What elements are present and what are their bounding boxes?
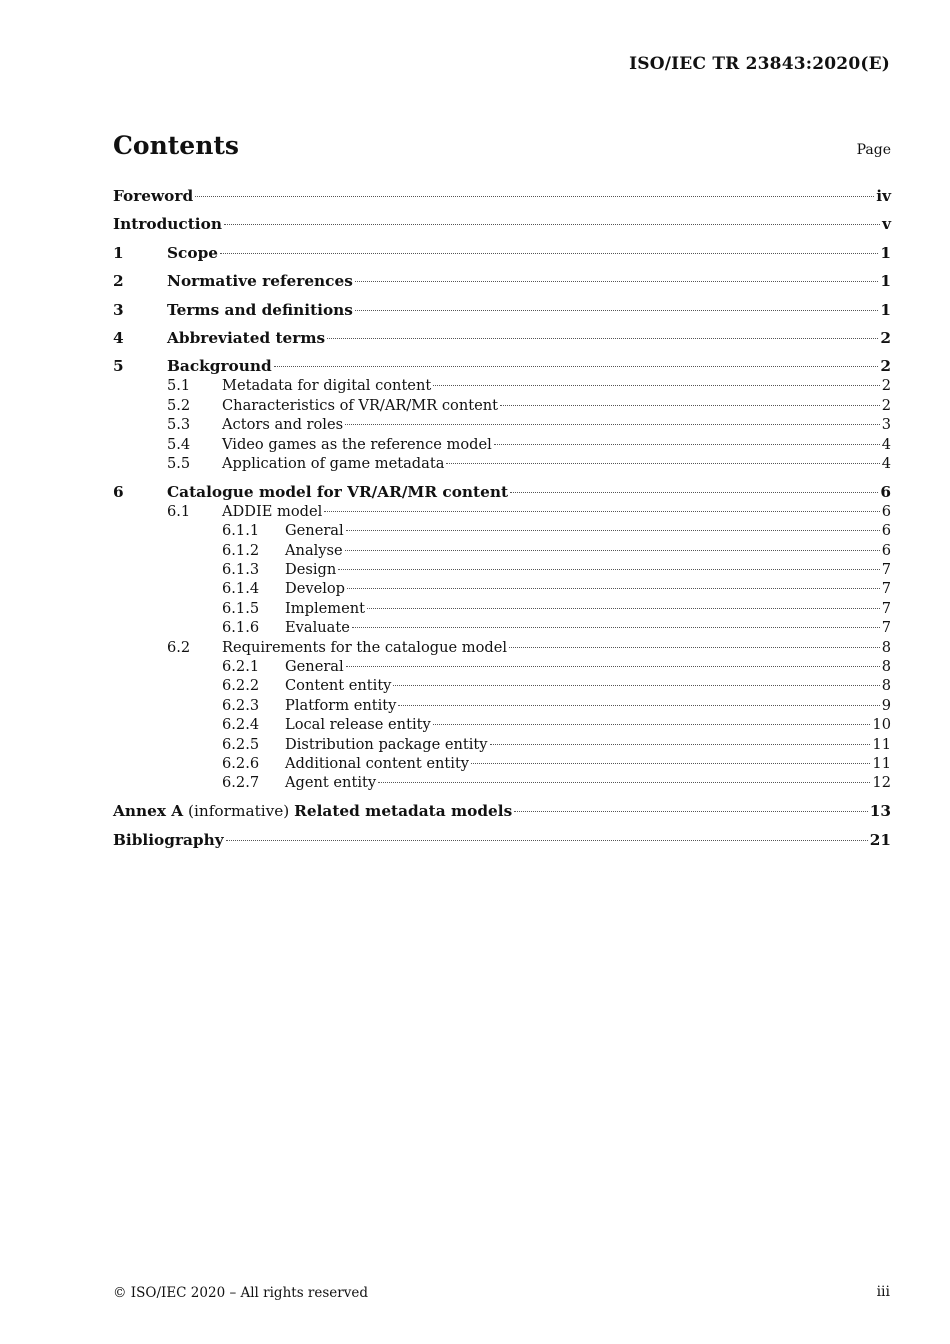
toc-entry-title: Foreword bbox=[113, 187, 194, 205]
dot-leader bbox=[510, 492, 878, 493]
toc-entry-number: 5.4 bbox=[167, 435, 191, 453]
dot-leader bbox=[345, 424, 880, 425]
toc-entry-number: 6.1.5 bbox=[222, 599, 260, 617]
toc-entry-bibliography[interactable] bbox=[113, 830, 891, 850]
dot-leader bbox=[446, 463, 879, 464]
toc-entry-title: Requirements for the catalogue model bbox=[222, 638, 508, 656]
toc-entry-5-4[interactable] bbox=[113, 435, 891, 454]
toc-entry-number: 5.2 bbox=[167, 396, 191, 414]
toc-entry-catalogue-model[interactable] bbox=[113, 482, 891, 502]
toc-entry-page: 12 bbox=[872, 774, 891, 792]
toc-entry-6-2-4[interactable] bbox=[113, 715, 891, 734]
toc-entry-page: 10 bbox=[872, 716, 891, 734]
toc-entry-title: General bbox=[285, 658, 344, 676]
toc-entry-page: 7 bbox=[881, 560, 891, 578]
toc-entry-annex-a[interactable] bbox=[113, 801, 891, 821]
toc-entry-number: 3 bbox=[113, 300, 124, 319]
toc-entry-number: 6 bbox=[113, 482, 124, 501]
toc-entry-foreword[interactable] bbox=[113, 186, 891, 206]
toc-entry-6-2-5[interactable] bbox=[113, 735, 891, 754]
dot-leader bbox=[345, 550, 880, 551]
toc-entry-number: 5.1 bbox=[167, 377, 191, 395]
toc-entry-page: 3 bbox=[881, 416, 891, 434]
footer-page-number: iii bbox=[876, 1284, 890, 1300]
dot-leader bbox=[352, 627, 880, 628]
toc-entry-number: 6.2.4 bbox=[222, 716, 260, 734]
toc-entry-title: ADDIE model bbox=[222, 502, 323, 520]
toc-entry-title: Bibliography bbox=[113, 830, 224, 849]
contents-heading: Contents bbox=[113, 131, 240, 160]
toc-entry-6-2-2[interactable] bbox=[113, 676, 891, 695]
toc-entry-page: 2 bbox=[881, 377, 891, 395]
toc-entry-background[interactable] bbox=[113, 356, 891, 376]
toc-entry-page: 7 bbox=[881, 619, 891, 637]
toc-entry-page: 7 bbox=[881, 599, 891, 617]
dot-leader bbox=[500, 405, 880, 406]
toc-entry-5-2[interactable] bbox=[113, 396, 891, 415]
toc-entry-5-3[interactable] bbox=[113, 415, 891, 434]
dot-leader bbox=[346, 530, 880, 531]
footer-copyright: © ISO/IEC 2020 – All rights reserved bbox=[113, 1285, 368, 1301]
toc-entry-number: 6.2.5 bbox=[222, 735, 260, 753]
toc-entry-abbreviated-terms[interactable] bbox=[113, 328, 891, 348]
toc-entry-page: 8 bbox=[881, 677, 891, 695]
toc-entry-title bbox=[113, 801, 512, 821]
toc-entry-terms-and-definitions[interactable] bbox=[113, 300, 891, 320]
toc-entry-title: Catalogue model for VR/AR/MR content bbox=[167, 482, 509, 501]
toc-entry-page: 6 bbox=[881, 502, 891, 520]
toc-entry-page: v bbox=[882, 215, 891, 234]
dot-leader bbox=[393, 685, 879, 686]
toc-entry-page: 9 bbox=[881, 696, 891, 714]
toc-entry-number: 6.2.3 bbox=[222, 696, 260, 714]
toc-entry-page: 2 bbox=[880, 328, 891, 347]
toc-entry-title: Content entity bbox=[285, 677, 392, 695]
toc-entry-6-2[interactable] bbox=[113, 638, 891, 657]
toc-entry-normative-references[interactable] bbox=[113, 271, 891, 291]
toc-entry-number: 6.2.1 bbox=[222, 658, 260, 676]
toc-entry-5-5[interactable] bbox=[113, 454, 891, 473]
toc-entry-number: 6.1 bbox=[167, 502, 191, 520]
toc-entry-title: Normative references bbox=[167, 272, 353, 291]
toc-entry-page: 11 bbox=[872, 735, 891, 753]
toc-entry-6-1-2[interactable] bbox=[113, 541, 891, 560]
dot-leader bbox=[324, 511, 879, 512]
toc-entry-page: 6 bbox=[881, 522, 891, 540]
dot-leader bbox=[398, 705, 879, 706]
dot-leader bbox=[514, 811, 868, 812]
toc-entry-title: Implement bbox=[285, 599, 365, 617]
toc-entry-page: 8 bbox=[881, 658, 891, 676]
dot-leader bbox=[338, 569, 879, 570]
toc-entry-title: Video games as the reference model bbox=[222, 435, 492, 453]
toc-entry-page: 8 bbox=[881, 638, 891, 656]
dot-leader bbox=[367, 608, 880, 609]
toc-entry-title: Platform entity bbox=[285, 696, 397, 714]
dot-leader bbox=[347, 588, 880, 589]
toc-entry-number: 6.1.4 bbox=[222, 580, 260, 598]
toc-entry-number: 5.5 bbox=[167, 454, 191, 472]
toc-entry-number: 5.3 bbox=[167, 416, 191, 434]
toc-entry-5-1[interactable] bbox=[113, 376, 891, 395]
toc-entry-page: 7 bbox=[881, 580, 891, 598]
dot-leader bbox=[433, 385, 879, 386]
toc-entry-page: 11 bbox=[872, 755, 891, 773]
toc-entry-title: Terms and definitions bbox=[167, 300, 353, 319]
toc-entry-6-1-6[interactable] bbox=[113, 618, 891, 637]
toc-entry-page: 1 bbox=[880, 300, 891, 319]
annex-qualifier: (informative) bbox=[188, 802, 290, 821]
toc-entry-number: 6.2.2 bbox=[222, 677, 260, 695]
toc-entry-page: 13 bbox=[869, 802, 891, 821]
toc-entry-6-2-6[interactable] bbox=[113, 754, 891, 773]
toc-entry-page: 4 bbox=[881, 454, 891, 472]
toc-entry-title: Develop bbox=[285, 580, 346, 598]
dot-leader bbox=[355, 310, 878, 311]
dot-leader bbox=[220, 253, 878, 254]
toc-entry-title: Metadata for digital content bbox=[222, 377, 432, 395]
dot-leader bbox=[471, 763, 870, 764]
toc-entry-number: 5 bbox=[113, 357, 124, 376]
toc-entry-title: Introduction bbox=[113, 215, 222, 234]
toc-entry-title: Additional content entity bbox=[285, 755, 470, 773]
toc-entry-6-2-7[interactable] bbox=[113, 773, 891, 792]
toc-entry-number: 6.2.7 bbox=[222, 774, 260, 792]
toc-entry-6-1-1[interactable] bbox=[113, 521, 891, 540]
toc-entry-6-1-4[interactable] bbox=[113, 579, 891, 598]
dot-leader bbox=[494, 444, 880, 445]
dot-leader bbox=[378, 782, 870, 783]
table-of-contents bbox=[113, 186, 891, 850]
toc-entry-title: Scope bbox=[167, 243, 218, 262]
toc-entry-title: Distribution package entity bbox=[285, 735, 488, 753]
toc-entry-page: 1 bbox=[880, 272, 891, 291]
toc-entry-number: 2 bbox=[113, 272, 124, 291]
dot-leader bbox=[355, 281, 879, 282]
dot-leader bbox=[433, 724, 871, 725]
toc-entry-page: 6 bbox=[880, 482, 891, 501]
toc-entry-title: Evaluate bbox=[285, 619, 350, 637]
toc-entry-number: 6.1.2 bbox=[222, 541, 260, 559]
toc-entry-title: Analyse bbox=[285, 541, 343, 559]
toc-entry-title: Local release entity bbox=[285, 716, 431, 734]
toc-entry-number: 1 bbox=[113, 243, 124, 262]
dot-leader bbox=[509, 647, 880, 648]
toc-entry-page: 6 bbox=[881, 541, 891, 559]
toc-entry-page: iv bbox=[876, 187, 891, 205]
dot-leader bbox=[490, 744, 871, 745]
toc-entry-page: 2 bbox=[881, 396, 891, 414]
toc-entry-title: Abbreviated terms bbox=[167, 328, 326, 347]
document-id: ISO/IEC TR 23843:2020(E) bbox=[629, 54, 890, 74]
toc-entry-6-2-1[interactable] bbox=[113, 657, 891, 676]
toc-entry-number: 6.1.6 bbox=[222, 619, 260, 637]
toc-entry-scope[interactable] bbox=[113, 243, 891, 263]
toc-entry-title: General bbox=[285, 522, 344, 540]
toc-entry-page: 21 bbox=[869, 830, 891, 849]
toc-entry-page: 4 bbox=[881, 435, 891, 453]
toc-entry-title: Design bbox=[285, 560, 337, 578]
toc-entry-page: 1 bbox=[880, 243, 891, 262]
dot-leader bbox=[346, 666, 880, 667]
toc-entry-number: 6.2 bbox=[167, 638, 191, 656]
toc-entry-title: Characteristics of VR/AR/MR content bbox=[222, 396, 498, 414]
toc-entry-6-1-5[interactable] bbox=[113, 599, 891, 618]
toc-entry-number: 6.1.3 bbox=[222, 560, 260, 578]
toc-entry-6-1-3[interactable] bbox=[113, 560, 891, 579]
toc-entry-6-2-3[interactable] bbox=[113, 696, 891, 715]
toc-entry-title: Background bbox=[167, 357, 272, 376]
dot-leader bbox=[226, 840, 868, 841]
dot-leader bbox=[274, 366, 879, 367]
toc-entry-6-1[interactable] bbox=[113, 502, 891, 521]
dot-leader bbox=[195, 196, 874, 197]
toc-entry-title: Application of game metadata bbox=[222, 454, 445, 472]
toc-entry-introduction[interactable] bbox=[113, 214, 891, 234]
toc-entry-number: 6.2.6 bbox=[222, 755, 260, 773]
dot-leader bbox=[224, 224, 880, 225]
toc-entry-title: Agent entity bbox=[285, 774, 377, 792]
toc-entry-number: 4 bbox=[113, 328, 124, 347]
dot-leader bbox=[327, 338, 878, 339]
toc-entry-title: Actors and roles bbox=[222, 416, 344, 434]
toc-entry-page: 2 bbox=[880, 357, 891, 376]
annex-title: Related metadata models bbox=[294, 802, 513, 821]
page-column-label: Page bbox=[856, 142, 891, 158]
annex-label: Annex A bbox=[113, 802, 184, 821]
toc-entry-number: 6.1.1 bbox=[222, 522, 260, 540]
